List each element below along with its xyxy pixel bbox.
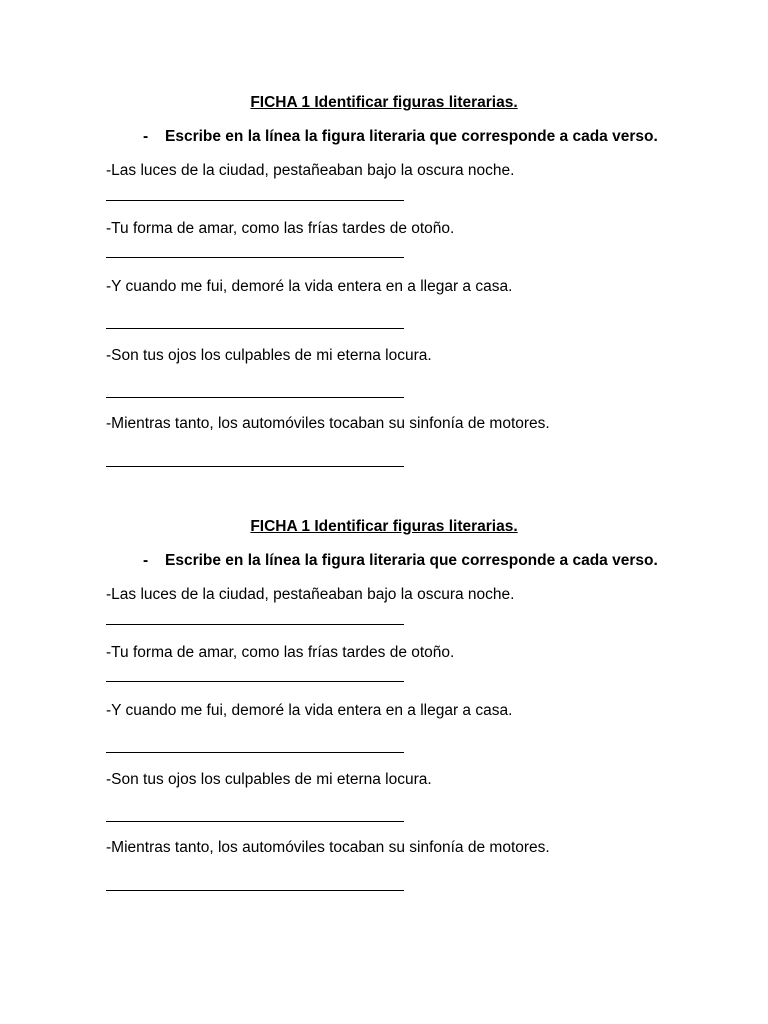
answer-line[interactable]: [106, 752, 404, 753]
answer-line[interactable]: [106, 466, 404, 467]
verse-text: -Son tus ojos los culpables de mi eterna locura.: [106, 771, 432, 788]
answer-line[interactable]: [106, 397, 404, 398]
answer-line[interactable]: [106, 890, 404, 891]
verse-text: -Las luces de la ciudad, pestañeaban bajo la oscura noche.: [106, 586, 515, 603]
worksheet-title: FICHA 1 Identificar figuras literarias.: [250, 518, 518, 535]
instruction-bullet: -: [143, 552, 149, 569]
instruction-bullet: -: [143, 128, 149, 145]
verse-text: -Mientras tanto, los automóviles tocaban su sinfonía de motores.: [106, 415, 550, 432]
verse-text: -Y cuando me fui, demoré la vida entera en a llegar a casa.: [106, 278, 513, 295]
instruction-text: Escribe en la línea la figura literaria que corresponde a cada verso.: [165, 552, 658, 569]
answer-line[interactable]: [106, 257, 404, 258]
verse-text: -Las luces de la ciudad, pestañeaban bajo la oscura noche.: [106, 162, 515, 179]
answer-line[interactable]: [106, 624, 404, 625]
verse-text: -Mientras tanto, los automóviles tocaban su sinfonía de motores.: [106, 839, 550, 856]
verse-text: -Y cuando me fui, demoré la vida entera en a llegar a casa.: [106, 702, 513, 719]
verse-text: -Tu forma de amar, como las frías tardes de otoño.: [106, 644, 455, 661]
verse-text: -Tu forma de amar, como las frías tardes de otoño.: [106, 220, 455, 237]
worksheet-title: FICHA 1 Identificar figuras literarias.: [250, 94, 518, 111]
instruction-text: Escribe en la línea la figura literaria que corresponde a cada verso.: [165, 128, 658, 145]
worksheet-instruction: [143, 552, 658, 570]
answer-line[interactable]: [106, 681, 404, 682]
answer-line[interactable]: [106, 328, 404, 329]
verse-text: -Son tus ojos los culpables de mi eterna locura.: [106, 347, 432, 364]
answer-line[interactable]: [106, 821, 404, 822]
answer-line[interactable]: [106, 200, 404, 201]
worksheet-instruction: [143, 128, 658, 146]
